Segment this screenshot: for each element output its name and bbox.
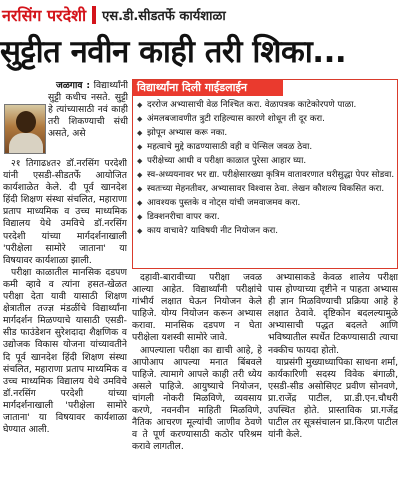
guideline-item: ◆ परीक्षेच्या आधी व परीक्षा काळात पुरेसा आहार घ्या. (137, 156, 395, 167)
guideline-item: ◆ स्वतःच्या मेहनतीवर, अभ्यासावर विश्वास ठेवा. लेखन कौशल्य विकसित करा. (137, 184, 395, 195)
column-2-para-1: दहावी-बारावीच्या परीक्षा जवळ आल्या आहेत. विद्यार्थ्यांनी परीक्षांचे गांभीर्य लक्षात घेऊन नियोजन केले पाहिजे. योग्य नियोजन करून अभ्यास करावा. मानसिक दडपण न घेता परीक्षेला यशस्वी सामोरे जावे. (132, 272, 262, 344)
kicker (2, 2, 226, 28)
guideline-item: ◆ डिक्शनरीचा वापर करा. (137, 212, 395, 223)
column-1-para-1b: २१ तिगाढ४त२ डॉ.नरसिंग परदेशी यांनी एसडी-सीडतर्फे आयोजित कार्यशाळेत केले. दी पूर्व खानदेश हिंदी शिक्षण संस्था संचलित, महाराणा प्रताप माध्यमिक व उच्च माध्यमिक विद्यालय येथे उमविचे डॉ.नरसिंग परदेशी यांच्या मार्गदर्शनाखाली 'परीक्षेला सामोरे जाताना' या विषयावर कार्यशाळा झाली. (3, 158, 127, 266)
guideline-item: ◆ काय वाचावे? याविषयी नीट नियोजन करा. (137, 226, 395, 237)
guideline-item: ◆ स्व-अध्ययनावर भर द्या. परीक्षेसारख्या कृत्रिम वातावरणात घरीसुद्धा पेपर सोडवा. (137, 170, 395, 181)
column-2 (132, 272, 262, 484)
kicker-separator (92, 6, 96, 24)
guideline-item: ◆ दररोज अभ्यासाची वेळ निश्चित करा. वेळापत्रक काटेकोरपणे पाळा. (137, 100, 395, 111)
column-3-para-2: याप्रसंगी मुख्याध्यापिका साधना शर्मा, कार्यकारिणी सदस्य विवेक बंगाळी, एसडी-सीड असोसिएट प्रवीण सोनवणे, प्रा.राजेंद्र पाटील, प्रा.डी.एन.चौधरी उपस्थित होते. प्रास्ताविक प्रा.गजेंद्र पाटील तर सूत्रसंचालन प्रा.किरण पाटील यांनी केले. (268, 356, 398, 441)
kicker-name: नरसिंग परदेशी (2, 6, 87, 25)
photo-head (16, 111, 36, 133)
kicker-event: एस.डी.सीडतर्फे कार्यशाळा (102, 9, 226, 24)
column-1-top (48, 80, 128, 162)
column-2-para-2: आपल्याला परीक्षा का द्याची आहे, हे आपोआप आपल्या मनात बिंबवले पाहिजे. त्यामागे आपले काही तरी ध्येय असले पाहिजे. आयुष्याचे नियोजन, चांगली नोकरी मिळविणे, व्यवसाय करणे, नवनवीन माहिती मिळविणे, नैतिक आचरण मूल्यांची जाणीव ठेवणे व ते पूर्ण करण्यासाठी कठोर परिश्रम करावे लागतील. (132, 344, 262, 453)
guideline-item: ◆ झोपून अभ्यास करू नका. (137, 128, 395, 139)
column-1-bottom (3, 158, 127, 484)
guideline-item: ◆ महत्वाचे मुद्दे काढण्यासाठी वही व पेन्सिल जवळ ठेवा. (137, 142, 395, 153)
guideline-item: ◆ अंमलबजावणीत त्रुटी राहिल्यास कारणे शोधून ती दूर करा. (137, 114, 395, 125)
column-1-para-1a: विद्यार्थ्यांनी सुट्टी कधीच नसते. सुट्टी हे त्यांच्यासाठी नवं काही तरी शिकण्याची संधी असते, असे (48, 80, 128, 140)
headline: सुट्टीत नवीन काही तरी शिका... (0, 34, 347, 70)
guideline-item: ◆ आवश्यक पुस्तके व नोट्स यांची जमवाजमव करा. (137, 198, 395, 209)
author-photo (4, 104, 46, 154)
guideline-list (137, 100, 395, 240)
guideline-box-title: विद्यार्थ्यांना दिली गाईडलाईन (133, 80, 283, 96)
column-1-para-2: परीक्षा काळातील मानसिक दडपण कमी व्हावे व त्यांना हसत-खेळत परीक्षा देता यावी यासाठी शिक्षण क्षेत्रातील तज्ज्ञ मंडळींचे विद्यार्थ्यांना मार्गदर्शन मिळण्याचे यासाठी एसडी-सीड फाउंडेशन सुरेशदादा शैक्षणिक व उद्योजक विकास योजना यांच्यावतीने दि पूर्व खानदेश हिंदी शिक्षण संस्था संचलित, महाराणा प्रताप माध्यमिक व उच्च माध्यमिक विद्यालय येथे उमविचे डॉ.नरसिंग परदेशी यांच्या मार्गदर्शनाखाली 'परीक्षेला सामोरे जाताना' या विषयावर कार्यशाळा घेण्यात आली. (3, 266, 127, 436)
column-3-para-1: अभ्यासाकडे केवळ शालेय परीक्षा पास होण्याच्या दृष्टीने न पाहता अभ्यास ही ज्ञान मिळविण्याची प्रक्रिया आहे हे लक्षात ठेवावे. दृष्टिकोन बदलल्यामुळे अभ्यासाची पद्धत बदलते आणि भविष्यातील स्पर्धेत टिकण्यासाठी त्याचा नक्कीच फायदा होतो. (268, 272, 398, 356)
guideline-box (132, 79, 398, 269)
dateline: जळगाव : (56, 80, 91, 91)
photo-body (9, 133, 43, 154)
column-3 (268, 272, 398, 484)
